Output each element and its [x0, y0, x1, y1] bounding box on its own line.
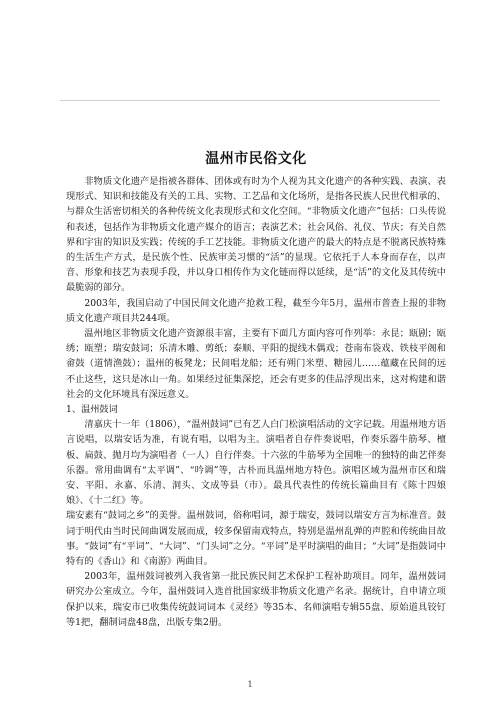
paragraph-resources: 温州地区非物质文化遗产资源很丰富，主要有下面几方面内容可作列举：永昆；瓯剧；瓯绣；瓯塑；瑞安鼓词；乐清木雕、剪纸；泰顺、平阳的提线木偶戏；苍南布袋戏、铁枝平阁和畲鼓（道情渔鼓）；温州的板凳龙；民间唱龙船；还有朔门米塑、糖园儿……蕴藏在民间的远不止这些，这只是冰山一角。如果经过征集深挖，还会有更多的佳品浮现出来，这对构建和谐社会的文化环境具有深远意义。	[66, 328, 446, 400]
page-number: 1	[247, 680, 253, 689]
paragraph-2003-survey: 2003年，我国启动了中国民间文化遗产抢救工程，截至今年5月，温州市普查上报的非物质文化遗产项目共244项。	[66, 297, 446, 324]
paragraph-guci-history: 清嘉庆十一年（1806），“温州鼓词”已有艺人白门松演唱活动的文字记载。用温州地方语言说唱，以瑞安话为准，有说有唱，以唱为主。演唱者自存件奏说唱，作奏乐器牛筋琴、檀板、扁鼓、抛月均为演唱者（一人）自行伴奏。十六弦的牛筋琴为全国唯一的独特的曲艺伴奏乐器。常用曲调有“太平调”、“吟调”等，古朴而具温州地方特色。演唱区域为温州市区和瑞安、平阳、永嘉、乐清、洞头、文成等县（市）。最具代表性的传统长篇曲目有《陈十四娘娘》、《十二红》等。	[66, 419, 446, 507]
paragraph-intro: 非物质文化遗产是指被各群体、团体或有时为个人视为其文化遗产的各种实践、表演、表现形式、知识和技能及有关的工具、实物、工艺品和文化场所，是指各民族人民世代相承的、与群众生活密切相关的各种传统文化表现形式和文化空间。“非物质文化遗产”包括：口头传说和表述，包括作为非物质文化遗产媒介的语言；表演艺术；社会风俗、礼仪、节庆；有关自然界和宇宙的知识及实践；传统的手工艺技能。非物质文化遗产的最大的特点是不脱离民族特殊的生活生产方式，是民族个性、民族审美习惯的“活”的显现。它依托于人本身而存在，以声音、形象和技艺为表现手段，并以身口相传作为文化链而得以延续，是“活”的文化及其传统中最脆弱的部分。	[66, 176, 446, 294]
paragraph-ruian: 瑞安素有“鼓词之乡”的美誉。温州鼓词，俗称唱词，源于瑞安，鼓词以瑞安方言为标准音。鼓词于明代由当时民间曲调发展而成，较多保留南戏特点，特别是温州乱弹的声腔和传统曲目故事。“鼓词”有“平词”、“大词”、“门头词”之分。“平词”是平时演唱的曲目；“大词”是指鼓词中特有的《香山》和《南游》两曲目。	[66, 510, 446, 568]
header-rule	[60, 100, 440, 101]
document-body	[66, 150, 446, 630]
section-heading-guci: 1、温州鼓词	[66, 404, 118, 416]
paragraph-protection: 2003年，温州鼓词被列入我省第一批民族民间艺术保护工程补助项目。同年，温州鼓词研究办公室成立。今年，温州鼓词入选首批国家级非物质文化遗产名录。据统计，自申请立项保护以来，瑞安市已收集传统鼓词词本《灵经》等35本、名师演唱专辑55盘、原始道具铰钉等1把，翻制词盘48盘，出版专集2册。	[66, 571, 446, 628]
document-title: 温州市民俗文化	[205, 151, 307, 167]
